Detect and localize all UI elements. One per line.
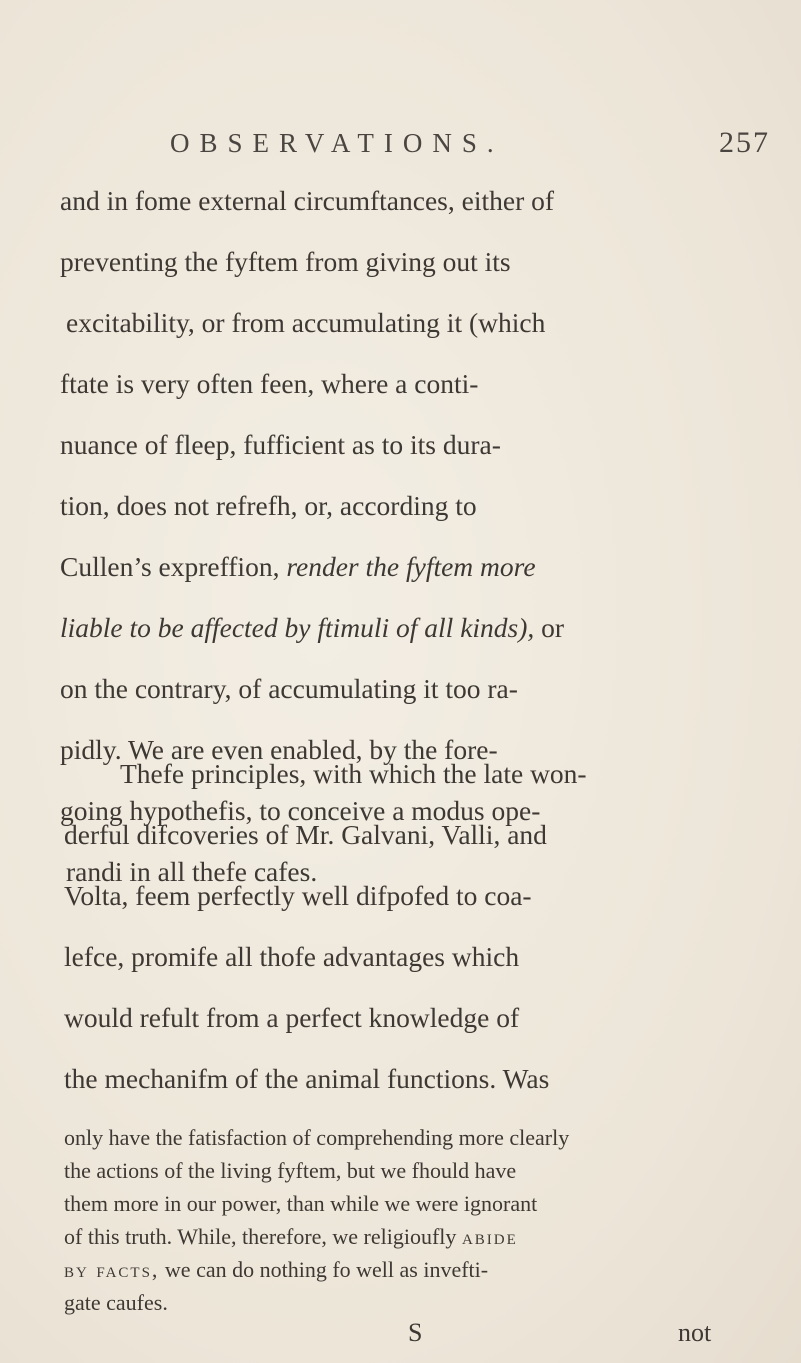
text-line: preventing the fyftem from giving out its <box>60 246 511 277</box>
text-line: and in fome external circumftances, either of <box>60 185 555 216</box>
smallcaps-span: abide <box>461 1224 518 1249</box>
page-number: 257 <box>719 126 770 159</box>
running-title: OBSERVATIONS. <box>170 128 504 158</box>
text-line <box>60 551 536 583</box>
text-line: Thefe principles, with which the late won- <box>120 758 587 789</box>
text-line: gate caufes. <box>64 1290 168 1315</box>
text-span: we can do nothing fo well as invefti- <box>159 1257 489 1282</box>
text-line: the actions of the living fyftem, but we fhould have <box>64 1158 517 1183</box>
italic-span: render the fyftem more <box>286 551 536 582</box>
text-line: lefce, promife all thofe advantages which <box>64 941 520 972</box>
text-line <box>64 1257 488 1283</box>
smallcaps-span: by facts, <box>64 1257 160 1282</box>
signature-mark: S <box>408 1318 423 1347</box>
text-line: derful difcoveries of Mr. Galvani, Valli, and <box>64 819 547 850</box>
text-line: on the contrary, of accumulating it too ra- <box>60 673 518 704</box>
text-line: the mechanifm of the animal functions. Was <box>64 1063 550 1094</box>
text-line: nuance of fleep, fufficient as to its dura- <box>60 429 501 460</box>
text-span: Cullen’s expreffion, <box>60 551 287 582</box>
text-line: pidly. We are even enabled, by the fore- <box>60 734 498 765</box>
text-line: ftate is very often feen, where a conti- <box>60 368 479 399</box>
text-line: going hypothefis, to conceive a modus ope- <box>60 795 541 826</box>
catchword: not <box>678 1318 712 1347</box>
text-line: excitability, or from accumulating it (which <box>66 307 546 338</box>
text-line <box>60 612 564 644</box>
text-span: of this truth. While, therefore, we religioufly <box>64 1224 462 1249</box>
running-header <box>170 120 770 170</box>
italic-span: liable to be affected by ftimuli of all kinds), <box>60 612 535 643</box>
text-span: or <box>534 612 565 643</box>
text-line: only have the fatisfaction of comprehending more clearly <box>64 1125 570 1150</box>
text-line: randi in all thefe cafes. <box>66 856 318 887</box>
text-line: them more in our power, than while we were ignorant <box>64 1191 538 1216</box>
text-line: Volta, feem perfectly well difpofed to coa- <box>64 880 532 911</box>
text-line: would refult from a perfect knowledge of <box>64 1002 520 1033</box>
text-line: tion, does not refrefh, or, according to <box>60 490 477 521</box>
text-line <box>64 1224 518 1250</box>
